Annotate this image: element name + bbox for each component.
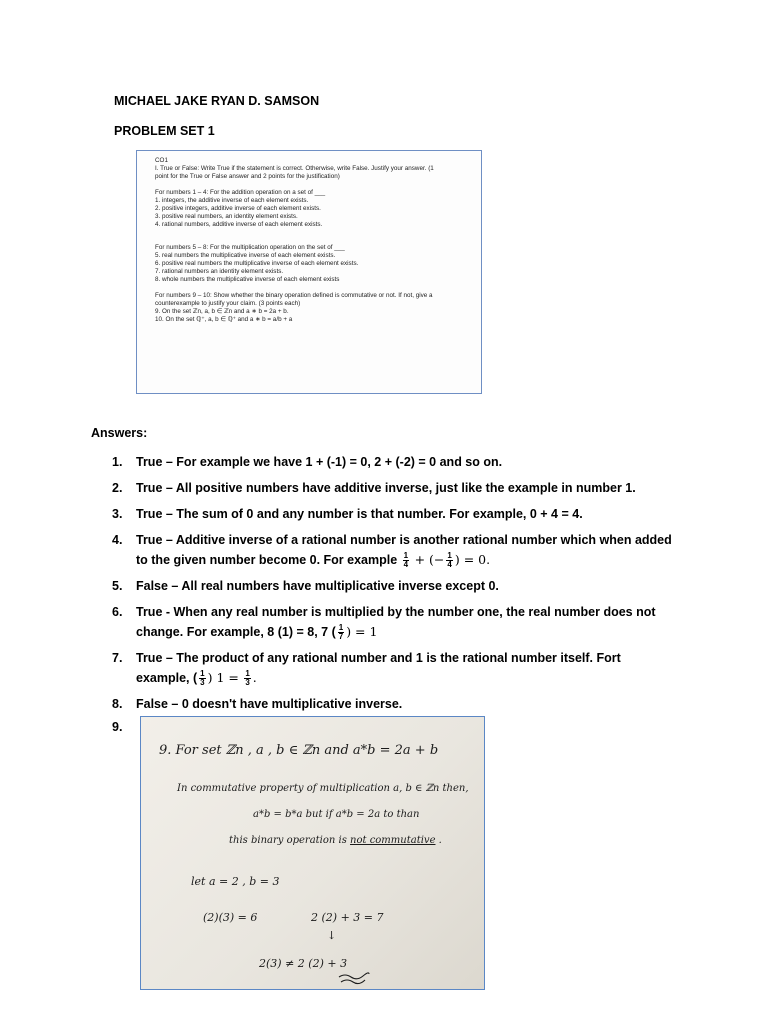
answer-text: True – For example we have 1 + (-1) = 0, 2 + (-2) = 0 and so on. bbox=[136, 455, 503, 469]
handwritten-solution-photo bbox=[140, 716, 485, 990]
problem-line: CO1 bbox=[155, 157, 168, 164]
handwritten-line: this binary operation is not commutative . bbox=[229, 835, 442, 846]
answer-list bbox=[112, 452, 672, 720]
handwritten-computation: 2 (2) + 3 = 7 bbox=[311, 911, 384, 924]
math-expression: ) 1 = bbox=[207, 670, 239, 685]
answer-item-5 bbox=[112, 576, 672, 596]
student-name: MICHAEL JAKE RYAN D. SAMSON bbox=[114, 94, 320, 108]
answer-text: True - When any real number is multiplied by the number one, the real number does not change. For example, 8 (1) = 8, 7 ( bbox=[136, 605, 656, 639]
problem-line: point for the True or False answer and 2 points for the justification) bbox=[155, 173, 340, 181]
fraction-one-fourth-negative: $\frac{1}{4}$ bbox=[447, 551, 452, 570]
underlined-conclusion: not commutative bbox=[350, 835, 436, 846]
problem-line: 2. positive integers, additive inverse of each element exists. bbox=[155, 205, 321, 213]
answer-number: 6. bbox=[112, 605, 123, 619]
fraction-one-third: $\frac{1}{3}$ bbox=[200, 669, 205, 688]
problem-line: 7. rational numbers an identity element exists. bbox=[155, 268, 284, 276]
problem-set-text bbox=[155, 157, 475, 324]
answer-number: 2. bbox=[112, 481, 123, 495]
answer-text: True – Additive inverse of a rational number is another rational number which when added to the given number become 0. For example bbox=[136, 533, 672, 567]
problem-line: 9. On the set ℤn, a, b ∈ ℤn and a ∗ b = 2a + b. bbox=[155, 308, 289, 316]
answer-number: 4. bbox=[112, 533, 123, 547]
handwritten-result: 2(3) ≠ 2 (2) + 3 bbox=[259, 957, 348, 970]
double-underline-squiggle bbox=[337, 971, 371, 985]
problem-line: 4. rational numbers, additive inverse of each element exists. bbox=[155, 221, 323, 229]
answer-number: 7. bbox=[112, 651, 123, 665]
problem-line: 1. integers, the additive inverse of each element exists. bbox=[155, 196, 309, 204]
answer-number: 1. bbox=[112, 455, 123, 469]
problem-line-spacer bbox=[155, 237, 475, 244]
handwritten-computation: (2)(3) = 6 bbox=[203, 911, 258, 924]
answer-text: True – All positive numbers have additive inverse, just like the example in number 1. bbox=[136, 481, 636, 495]
handwritten-question: 9. For set ℤn , a , b ∈ ℤn and a*b = 2a + b bbox=[159, 743, 439, 758]
fraction-one-fourth: $\frac{1}{4}$ bbox=[403, 551, 409, 570]
fraction-one-third-result: $\frac{1}{3}$ bbox=[245, 669, 250, 688]
arrow-down-icon: ↓ bbox=[327, 929, 337, 942]
problem-line: I. True or False: Write True if the statement is correct. Otherwise, write False. Justify your answer. (1 bbox=[155, 165, 434, 173]
answer-item-1 bbox=[112, 452, 672, 472]
math-expression: . bbox=[252, 670, 257, 685]
problem-line-spacer bbox=[155, 182, 475, 189]
answer-text: True – The sum of 0 and any number is that number. For example, 0 + 4 = 4. bbox=[136, 507, 583, 521]
problem-line-spacer bbox=[155, 230, 475, 237]
problem-line-spacer bbox=[155, 285, 475, 292]
answer-item-3 bbox=[112, 504, 672, 524]
problem-line: 5. real numbers the multiplicative inverse of each element exists. bbox=[155, 251, 336, 259]
handwritten-let-values: let a = 2 , b = 3 bbox=[191, 875, 280, 888]
problem-line: counterexample to justify your claim. (3 points each) bbox=[155, 299, 301, 307]
answer-item-4 bbox=[112, 530, 672, 570]
answer-number: 3. bbox=[112, 507, 123, 521]
problem-line: For numbers 9 – 10: Show whether the binary operation defined is commutative or not. If not, give a bbox=[155, 291, 433, 299]
answers-heading: Answers: bbox=[91, 426, 148, 440]
problem-line: 10. On the set ℚ⁺, a, b ∈ ℚ⁺ and a ∗ b = a/b + a bbox=[155, 316, 293, 324]
problem-line: 6. positive real numbers the multiplicative inverse of each element exists. bbox=[155, 260, 359, 268]
question-9-number: 9. bbox=[112, 720, 123, 734]
math-expression: ) = 0. bbox=[454, 552, 491, 567]
problem-set-title: PROBLEM SET 1 bbox=[114, 124, 215, 138]
answer-item-6 bbox=[112, 602, 672, 642]
math-expression: ) = 1 bbox=[346, 624, 378, 639]
answer-item-8 bbox=[112, 694, 672, 714]
answer-text: False – 0 doesn't have multiplicative inverse. bbox=[136, 697, 403, 711]
problem-line: For numbers 1 – 4: For the addition operation on a set of ___ bbox=[155, 188, 326, 196]
math-expression: + (− bbox=[414, 552, 445, 567]
answer-text: False – All real numbers have multiplicative inverse except 0. bbox=[136, 579, 499, 593]
answer-number: 5. bbox=[112, 579, 123, 593]
fraction-one-seventh: $\frac{1}{7}$ bbox=[338, 623, 344, 642]
problem-line: 3. positive real numbers, an identity element exists. bbox=[155, 213, 298, 221]
answer-text: True – The product of any rational number and 1 is the rational number itself. Fort example, ( bbox=[136, 651, 621, 685]
problem-set-image bbox=[136, 150, 482, 394]
answer-item-7 bbox=[112, 648, 672, 688]
problem-line: 8. whole numbers the multiplicative inverse of each element exists bbox=[155, 276, 340, 284]
problem-line: For numbers 5 – 8: For the multiplication operation on the set of ___ bbox=[155, 243, 345, 251]
handwritten-line: In commutative property of multiplication a, b ∈ ℤn then, bbox=[177, 783, 469, 794]
handwritten-line: a*b = b*a but if a*b = 2a to than bbox=[253, 809, 420, 820]
answer-number: 8. bbox=[112, 697, 123, 711]
answer-item-2 bbox=[112, 478, 672, 498]
